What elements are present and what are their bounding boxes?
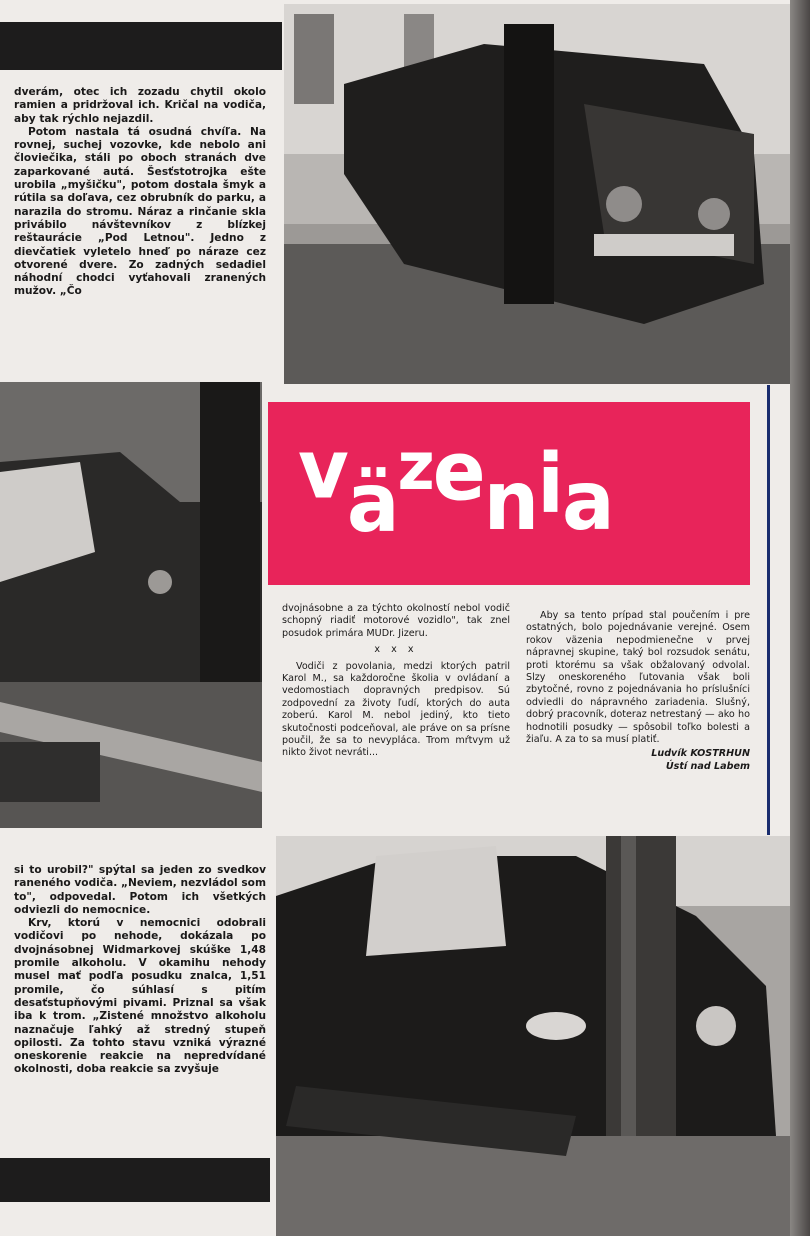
paragraph: Potom nastala tá osudná chvíľa. Na rovnej, suchej vozovke, kde nebolo ani človiečika, stáli po oboch stranách dve zaparkované autá. Šesťstotrojka ešte urobila „myšičku", potom dostala šmyk a rútila sa doľava, cez obrubník do parku, a narazila do stromu. Náraz a rinčanie skla privábilo návštevníkov z blízkej reštaurácie „Pod Letnou". Jedno z dievčatiek vyletelo hneď po náraze cez otvorené dvere. Zo zadných sedadiel náhodní chodci vyťahovali zranených mužov. „Čo <box>14 125 266 298</box>
section-separator: x x x <box>374 644 418 656</box>
title-letter: z <box>397 428 433 506</box>
author-location: Ústí nad Labem <box>665 760 750 772</box>
footer-bar <box>0 1158 270 1202</box>
column-rule <box>767 385 770 835</box>
paragraph: dvojnásobne a za týchto okolností nebol vodič schopný riadiť motorové vozidlo", tak znel posudok primára MUDr. Jizeru. <box>282 603 510 639</box>
crash-photo-top <box>284 4 790 384</box>
text-column-top-left <box>14 86 266 299</box>
title-letter: a <box>561 454 613 549</box>
paragraph: dverám, otec ich zozadu chytil okolo ramien a pridržoval ich. Kričal na vodiča, aby tak rýchlo nejazdil. <box>14 86 266 125</box>
text-column-middle-left <box>282 603 510 760</box>
binding-edge <box>790 0 810 1236</box>
text-column-bottom-left <box>14 864 266 1077</box>
title-letter: n <box>483 454 538 549</box>
title-letter: e <box>432 425 484 520</box>
crash-photo-middle <box>0 382 262 828</box>
title-letter: i <box>537 437 562 533</box>
paragraph: Aby sa tento prípad stal poučením i pre ostatných, bolo pojednávanie verejné. Osem rokov väzenia nepodmienečne v prvej nápravnej skupine, taký bol rozsudok senátu, proti ktorému sa však obžalovaný odvolal. Slzy oneskoreného ľutovania však boli zbytočné, rovno z pojednávania ho príslušníci odviedli do nápravného zariadenia. Slušný, dobrý pracovník, doteraz netrestaný — ako ho hodnotili posudky — spôsobil toľko bolesti a žiaľu. A za to sa musí platiť. <box>526 610 750 746</box>
article-title <box>298 422 613 552</box>
header-bar <box>0 22 282 70</box>
title-letter: ä <box>346 456 398 552</box>
text-column-middle-right <box>526 610 750 773</box>
title-banner <box>268 402 750 585</box>
author-name: Ludvík KOSTRHUN <box>651 748 750 760</box>
title-letter: v <box>298 422 347 518</box>
paragraph: Vodiči z povolania, medzi ktorých patril Karol M., sa každoročne školia v ovládaní a vedomostiach dopravných predpisov. Sú zodpovední za životy ľudí, ktorých do auta zoberú. Karol M. nebol jediný, kto tieto skutočnosti podceňoval, ale práve on sa prísne poučil, že sa to nevypláca. Trom mŕtvym už nikto život nevráti... <box>282 660 510 759</box>
crash-photo-bottom <box>276 836 790 1236</box>
paragraph: Krv, ktorú v nemocnici odobrali vodičovi po nehode, dokázala po dvojnásobnej Widmarkovej skúške 1,48 promile alkoholu. V okamihu nehody musel mať podľa posudku znalca, 1,51 promile, čo súhlasí s pitím desaťstupňovými pivami. Priznal sa však iba k trom. „Zistené množstvo alkoholu naznačuje ľahký až stredný stupeň opilosti. Za tohto stavu vzniká výrazné oneskorenie reakcie na nepredvídané okolnosti, doba reakcie sa zvyšuje <box>14 917 266 1076</box>
paragraph: si to urobil?" spýtal sa jeden zo svedkov raneného vodiča. „Neviem, nezvládol som to", odpovedal. Potom ich všetkých odviezli do nemocnice. <box>14 864 266 916</box>
